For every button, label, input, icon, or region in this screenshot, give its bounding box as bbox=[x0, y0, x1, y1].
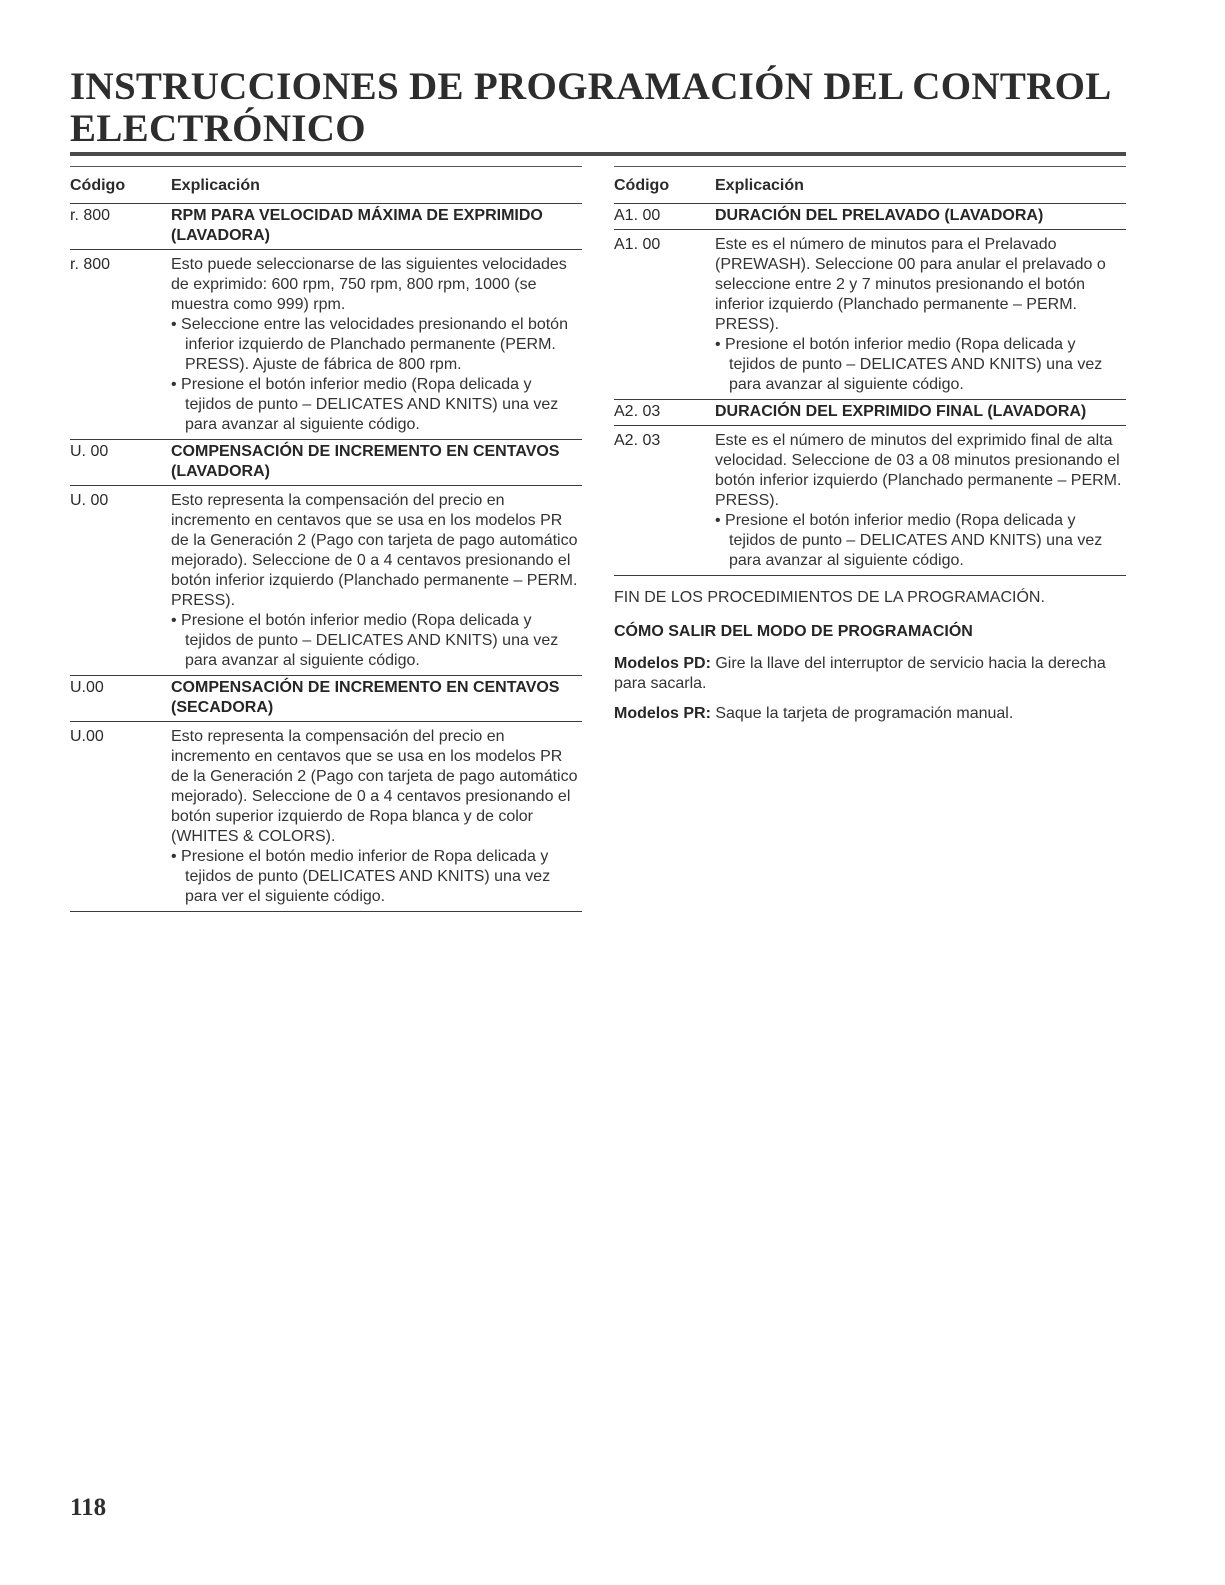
code-value: r. 800 bbox=[70, 256, 111, 273]
bullet-item: • Presione el botón medio inferior de Ropa delicada y tejidos de punto (DELICATES AND KNITS) una vez para ver el siguiente código. bbox=[171, 848, 551, 905]
code-heading bbox=[171, 678, 582, 718]
explanation-text bbox=[715, 235, 1126, 395]
table-header bbox=[70, 166, 582, 204]
left-rows bbox=[70, 204, 582, 912]
code-heading-row bbox=[70, 440, 582, 486]
code-value: r. 800 bbox=[70, 207, 111, 224]
left-column bbox=[70, 166, 582, 912]
right-column bbox=[614, 166, 1126, 724]
explanation-paragraph: Esto puede seleccionarse de las siguientes velocidades de exprimido: 600 rpm, 750 rpm, 800 rpm, 1000 (se muestra como 999) rpm. bbox=[171, 256, 567, 313]
code-value: A2. 03 bbox=[614, 432, 661, 449]
code-heading bbox=[715, 206, 1126, 226]
bullet-item: • Seleccione entre las velocidades presionando el botón inferior izquierdo de Planchado permanente (PERM. PRESS). Ajuste de fábrica de 800 rpm. bbox=[171, 316, 568, 373]
header-code: Código bbox=[70, 177, 126, 194]
explanation-paragraph: Esto representa la compensación del precio en incremento en centavos que se usa en los modelos PR de la Generación 2 (Pago con tarjeta de pago automático mejorado). Seleccione de 0 a 4 centavos presionando el botón inferior izquierdo (Planchado permanente – PERM. PRESS). bbox=[171, 492, 578, 609]
code-value: U.00 bbox=[70, 679, 104, 696]
bullet-item: • Presione el botón inferior medio (Ropa delicada y tejidos de punto – DELICATES AND KNITS) una vez para avanzar al siguiente código. bbox=[171, 612, 559, 669]
pd-label: Modelos PD: bbox=[614, 655, 711, 672]
bullet-item: • Presione el botón inferior medio (Ropa delicada y tejidos de punto – DELICATES AND KNITS) una vez para avanzar al siguiente código. bbox=[715, 336, 1103, 393]
code-value: A1. 00 bbox=[614, 207, 661, 224]
end-notes bbox=[614, 588, 1126, 724]
pd-paragraph bbox=[614, 654, 1126, 694]
bullet-item: • Presione el botón inferior medio (Ropa delicada y tejidos de punto – DELICATES AND KNITS) una vez para avanzar al siguiente código. bbox=[715, 512, 1103, 569]
explanation-paragraph: DURACIÓN DEL PRELAVADO (LAVADORA) bbox=[715, 207, 1044, 224]
code-heading bbox=[171, 442, 582, 482]
exit-heading: CÓMO SALIR DEL MODO DE PROGRAMACIÓN bbox=[614, 623, 973, 640]
pr-paragraph bbox=[614, 704, 1126, 724]
code-value: A1. 00 bbox=[614, 236, 661, 253]
right-rows bbox=[614, 204, 1126, 576]
explanation-paragraph: Este es el número de minutos para el Prelavado (PREWASH). Seleccione 00 para anular el prelavado o seleccione entre 2 y 7 minutos presionando el botón inferior izquierdo (Planchado permanente – PERM. PRESS). bbox=[715, 236, 1106, 333]
header-explanation: Explicación bbox=[171, 177, 260, 194]
explanation-paragraph: DURACIÓN DEL EXPRIMIDO FINAL (LAVADORA) bbox=[715, 403, 1087, 420]
explanation-paragraph: Esto representa la compensación del precio en incremento en centavos que se usa en los modelos PR de la Generación 2 (Pago con tarjeta de pago automático mejorado). Seleccione de 0 a 4 centavos presionando el botón superior izquierdo de Ropa blanca y de color (WHITES & COLORS). bbox=[171, 728, 578, 845]
code-heading-row bbox=[614, 400, 1126, 426]
header-code: Código bbox=[614, 177, 670, 194]
explanation-paragraph: COMPENSACIÓN DE INCREMENTO EN CENTAVOS (SECADORA) bbox=[171, 679, 560, 716]
code-explanation-row bbox=[614, 426, 1126, 576]
explanation-paragraph: RPM PARA VELOCIDAD MÁXIMA DE EXPRIMIDO (LAVADORA) bbox=[171, 207, 543, 244]
explanation-text bbox=[171, 727, 582, 907]
code-value: U. 00 bbox=[70, 492, 109, 509]
page-title: INSTRUCCIONES DE PROGRAMACIÓN DEL CONTROL ELECTRÓNICO bbox=[70, 65, 1110, 150]
code-explanation-row bbox=[614, 230, 1126, 400]
pd-text: Gire la llave del interruptor de servicio hacia la derecha para sacarla. bbox=[614, 655, 1106, 692]
explanation-paragraph: Este es el número de minutos del exprimido final de alta velocidad. Seleccione de 03 a 08 minutos presionando el botón inferior izquierdo (Planchado permanente – PERM. PRESS). bbox=[715, 432, 1122, 509]
code-heading-row bbox=[70, 204, 582, 250]
code-value: U. 00 bbox=[70, 443, 109, 460]
pr-text: Saque la tarjeta de programación manual. bbox=[710, 705, 1014, 722]
code-heading-row bbox=[614, 204, 1126, 230]
page-number: 118 bbox=[70, 1494, 107, 1521]
code-heading-row bbox=[70, 676, 582, 722]
bullet-item: • Presione el botón inferior medio (Ropa delicada y tejidos de punto – DELICATES AND KNITS) una vez para avanzar al siguiente código. bbox=[171, 376, 559, 433]
code-heading bbox=[715, 402, 1126, 422]
explanation-paragraph: COMPENSACIÓN DE INCREMENTO EN CENTAVOS (LAVADORA) bbox=[171, 443, 560, 480]
explanation-text bbox=[171, 255, 582, 435]
table-header bbox=[614, 166, 1126, 204]
code-value: U.00 bbox=[70, 728, 104, 745]
code-value: A2. 03 bbox=[614, 403, 661, 420]
explanation-text bbox=[171, 491, 582, 671]
header-explanation: Explicación bbox=[715, 177, 804, 194]
pr-label: Modelos PR: bbox=[614, 705, 711, 722]
code-heading bbox=[171, 206, 582, 246]
explanation-text bbox=[715, 431, 1126, 571]
title-rule bbox=[70, 152, 1126, 156]
end-text: FIN DE LOS PROCEDIMIENTOS DE LA PROGRAMACIÓN. bbox=[614, 589, 1045, 606]
code-explanation-row bbox=[70, 722, 582, 912]
code-explanation-row bbox=[70, 486, 582, 676]
code-explanation-row bbox=[70, 250, 582, 440]
